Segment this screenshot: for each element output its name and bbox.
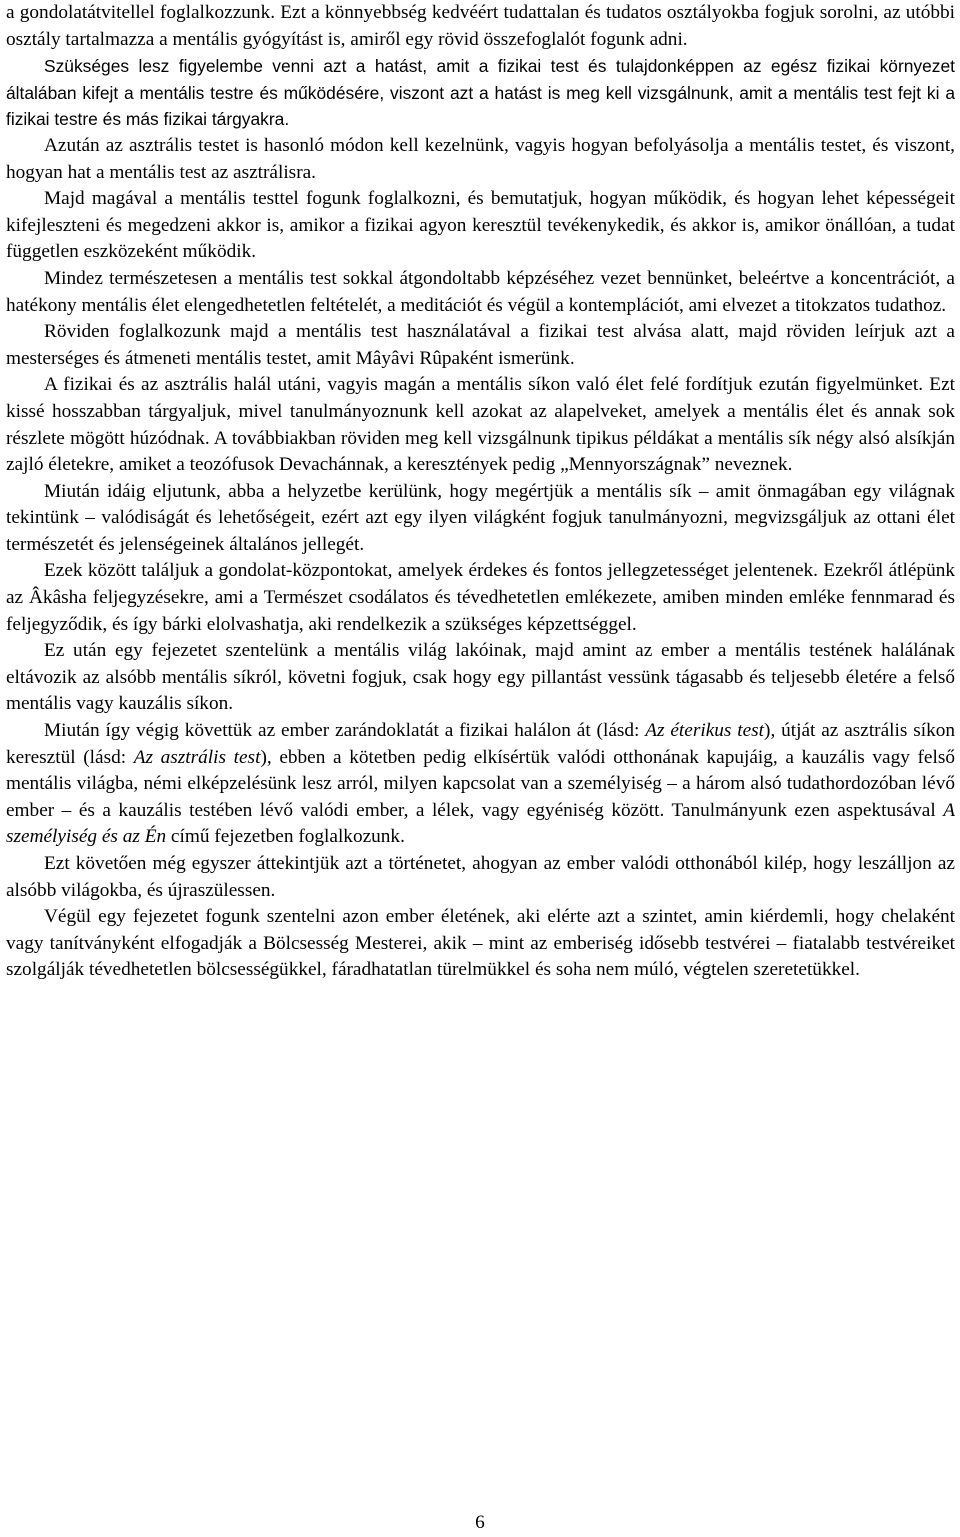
text-run: Végül egy fejezetet fogunk szentelni azon ember életének, aki elérte azt a szintet, amin kiérdemli, hogy chelaként vagy tanítványként elfogadják a Bölcsesség Mesterei, akik – mint az emberiség idősebb testvérei – fiatalabb testvéreiket szolgálják tévedhetetlen bölcsességükkel, fáradhatatlan türelmükkel és soha nem múló, végtelen szeretetükkel. bbox=[6, 906, 955, 981]
text-run: Miután idáig eljutunk, abba a helyzetbe kerülünk, hogy megértjük a mentális sík – amit önmagában egy világnak tekintünk – valódiságát és lehetőségeit, ezért azt egy ilyen világként fogjuk tanulmányozni, megvizsgáljuk az ottani élet természetét és jelenségeinek általános jellegét. bbox=[6, 480, 955, 555]
paragraph bbox=[6, 266, 955, 319]
text-run: Majd magával a mentális testtel fogunk foglalkozni, és bemutatjuk, hogyan működik, és hogyan lehet képességeit kifejleszteni és megedzeni akkor is, amikor a fizikai agyon keresztül tevékenykedik, és akkor is, amikor önállóan, a tudat független eszközeként működik. bbox=[6, 188, 955, 263]
paragraph bbox=[6, 718, 955, 851]
text-run: Miután így végig követtük az ember zarándoklatát a fizikai halálon át (lásd: bbox=[44, 720, 646, 742]
text-run: a gondolatátvitellel foglalkozzunk. Ezt a könnyebbség kedvéért tudattalan és tudatos osztályokba fogjuk sorolni, az utóbbi osztály tartalmazza a mentális gyógyítást is, amiről egy rövid összefoglalót fogunk adni. bbox=[6, 2, 955, 50]
paragraph bbox=[6, 53, 955, 133]
paragraph bbox=[6, 319, 955, 372]
text-run: ), útját az asztrális síkon keresztül (lásd: bbox=[6, 720, 956, 768]
book-title-reference: Az éterikus test bbox=[645, 720, 765, 742]
page-number: 6 bbox=[475, 1512, 485, 1533]
text-run: Röviden foglalkozunk majd a mentális test használatával a fizikai test alvása alatt, majd röviden leírjuk azt a mesterséges és átmeneti mentális testet, amit Mâyâvi Rûpaként ismerünk. bbox=[6, 321, 955, 369]
text-run: Mindez természetesen a mentális test sokkal átgondoltabb képzéséhez vezet bennünket, beleértve a koncentrációt, a hatékony mentális élet elengedhetetlen feltételét, a meditációt és végül a kontemplációt, ami elvezet a titokzatos tudathoz. bbox=[6, 267, 955, 316]
paragraph bbox=[6, 0, 955, 53]
text-run: Azután az asztrális testet is hasonló módon kell kezelnünk, vagyis hogyan befolyásolja a mentális testet, és viszont, hogyan hat a mentális test az asztrálisra. bbox=[6, 134, 955, 183]
text-run: ), ebben a kötetben pedig elkísértük valódi otthonának kapujáig, a kauzális vagy felső mentális világba, némi elképzelésünk lesz arról, milyen kapcsolat van a személyiség – a három alsó tudathordozóban lévő ember – és a kauzális testében lévő valódi ember, a lélek, vagy egyéniség között. Tanulmányunk ezen aspektusával bbox=[6, 746, 955, 821]
paragraph bbox=[6, 558, 955, 638]
chapter-title-reference: A személyiség és az Én bbox=[6, 799, 955, 848]
paragraph bbox=[6, 479, 955, 559]
paragraph bbox=[6, 133, 955, 186]
paragraph bbox=[6, 851, 955, 904]
text-run: Ezt követően még egyszer áttekintjük azt a történetet, ahogyan az ember valódi otthonából kilép, hogy leszálljon az alsóbb világokba, és újraszülessen. bbox=[6, 853, 955, 901]
paragraph bbox=[6, 638, 955, 718]
text-run: Ezek között találjuk a gondolat-központokat, amelyek érdekes és fontos jellegzetességet jelentenek. Ezekről átlépünk az Âkâsha feljegyzésekre, ami a Természet csodálatos és tévedhetetlen emlékezete, amiben minden emléke fennmarad és feljegyződik, és így bárki elolvashatja, aki rendelkezik a szükséges képzettséggel. bbox=[6, 560, 955, 635]
text-run: Ez után egy fejezetet szentelünk a mentális világ lakóinak, majd amint az ember a mentális testének halálának eltávozik az alsóbb mentális síkról, követni fogjuk, csak hogy egy pillantást vessünk tágasabb és teljesebb életére a felső mentális vagy kauzális síkon. bbox=[6, 640, 955, 715]
paragraph bbox=[6, 186, 955, 266]
document-page bbox=[6, 0, 955, 984]
book-title-reference: Az asztrális test bbox=[133, 746, 261, 768]
paragraph bbox=[6, 904, 955, 984]
text-run: Szükséges lesz figyelembe venni azt a hatást, amit a fizikai test és tulajdonképpen az egész fizikai környezet általában kifejt a mentális testre és működésére, viszont azt a hatást is meg kell vizsgálnunk, amit a mentális test fejt ki a fizikai testre és más fizikai tárgyakra. bbox=[6, 56, 955, 130]
text-run: című fejezetben foglalkozunk. bbox=[166, 826, 405, 848]
text-run: A fizikai és az asztrális halál utáni, vagyis magán a mentális síkon való élet felé fordítjuk ezután figyelmünket. Ezt kissé hosszabban tárgyaljuk, mivel tanulmányoznunk kell azokat az alapelveket, amelyek a mentális élet és annak sok részlete mögött húzódnak. A továbbiakban röviden meg kell vizsgálnunk tipikus példákat a mentális sík négy alsó alsíkján zajló életekre, amiket a teozófusok Devachánnak, a keresztények pedig „Mennyországnak” neveznek. bbox=[6, 374, 955, 476]
paragraph bbox=[6, 372, 955, 478]
